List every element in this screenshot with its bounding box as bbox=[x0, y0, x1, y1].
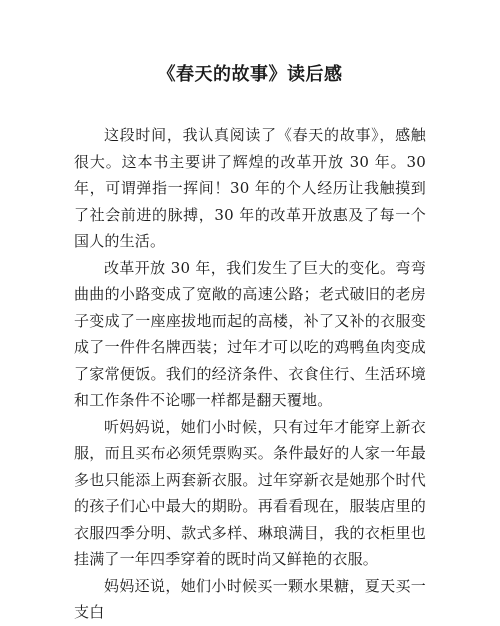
paragraph-3: 听妈妈说，她们小时候，只有过年才能穿上新衣服，而且买布必须凭票购买。条件最好的人家一年最多也只能添上两套新衣服。过年穿新衣是她那个时代的孩子们心中最大的期盼。再看看现在，服装店里的衣服四季分明、款式多样、琳琅满目，我的衣柜里也挂满了一年四季穿着的既时尚又鲜艳的衣服。 bbox=[74, 417, 426, 568]
document-title: 《春天的故事》读后感 bbox=[157, 64, 343, 85]
paragraph-2: 改革开放 30 年，我们发生了巨大的变化。弯弯曲曲的小路变成了宽敞的高速公路；老式破旧的老房子变成了一座座拔地而起的高楼，补了又补的衣服变成了一件件名牌西装；过年才可以吃的鸡鸭鱼肉变成了家常便饭。我们的经济条件、衣食住行、生活环境和工作条件不论哪一样都是翻天覆地。 bbox=[74, 258, 426, 409]
paragraph-1: 这段时间，我认真阅读了《春天的故事》，感触很大。这本书主要讲了辉煌的改革开放 30 年。30 年，可谓弹指一挥间！30 年的个人经历让我触摸到了社会前进的脉搏，30 年的改革开放惠及了每一个国人的生活。 bbox=[74, 126, 426, 250]
paragraph-4: 妈妈还说，她们小时候买一颗水果糖，夏天买一支白 bbox=[74, 576, 426, 621]
document-body bbox=[74, 122, 426, 626]
